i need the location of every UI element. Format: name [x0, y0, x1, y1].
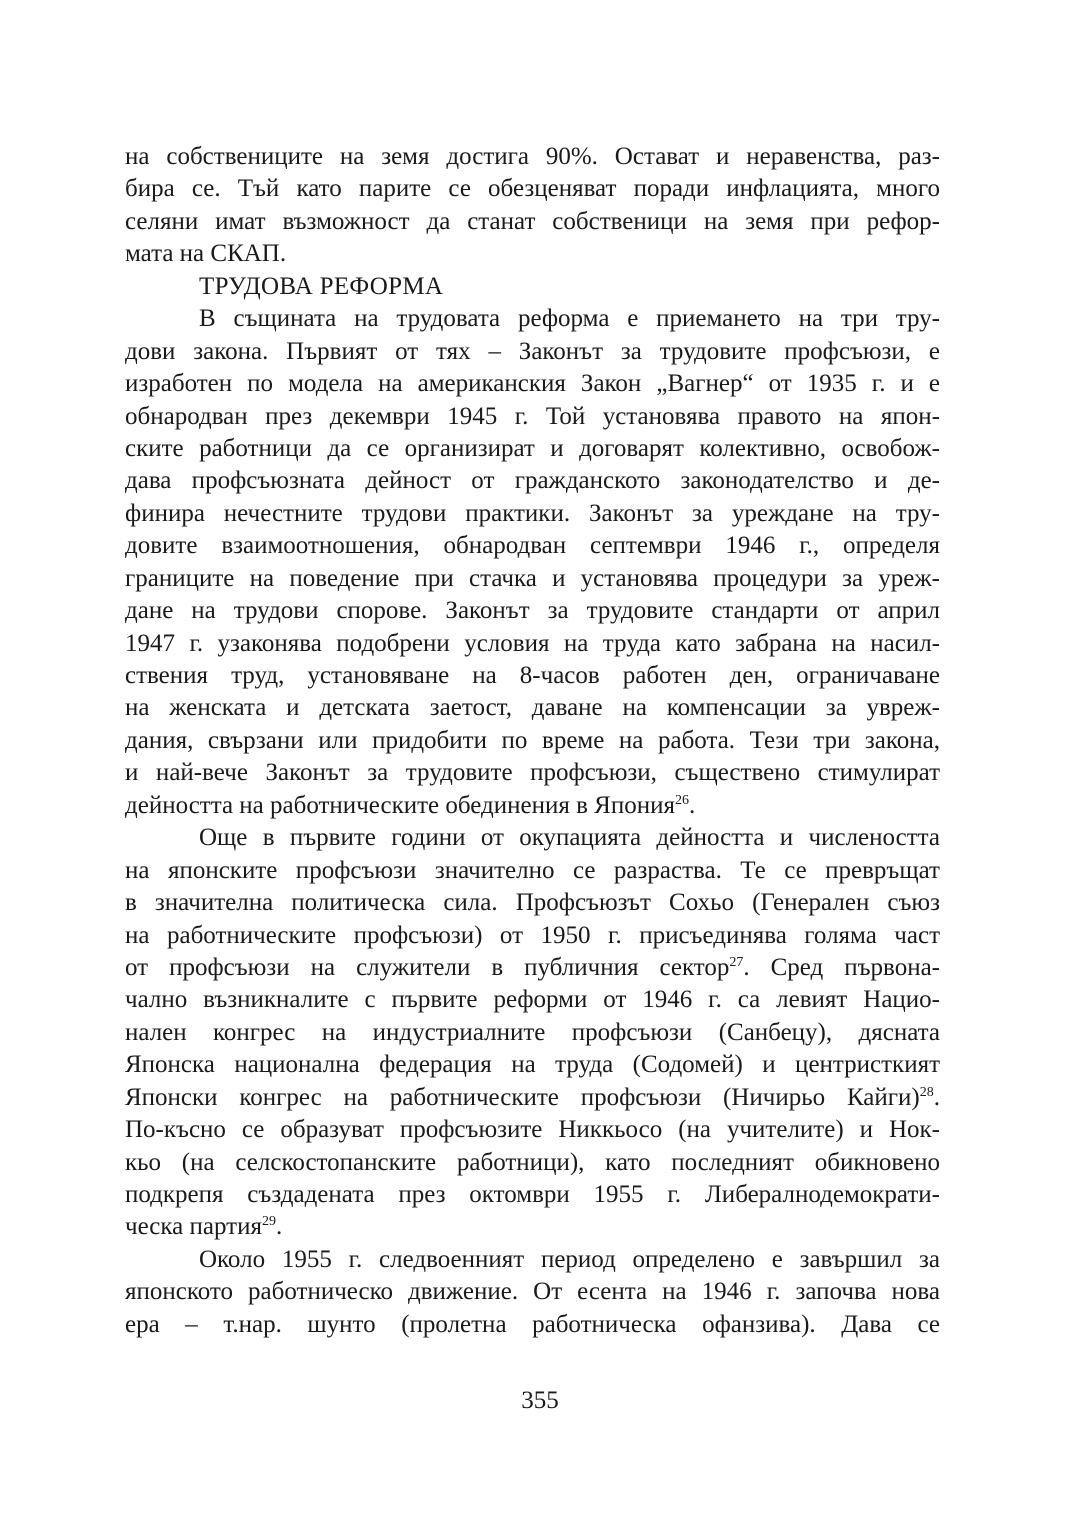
text-line: Около 1955 г. следвоенният период определено е завършил за — [199, 1245, 940, 1273]
text-line: дава профсъюзната дейност от гражданското законодателство и де- — [125, 467, 940, 495]
text-line: ските работници да се организират и договарят колективно, освобож- — [125, 434, 940, 462]
text-line: обнародван през декември 1945 г. Той установява правото на япон- — [125, 402, 940, 430]
text-line: Още в първите години от окупацията дейността и числеността — [199, 824, 940, 852]
text-line: финира нечестните трудови практики. Законът за уреждане на тру- — [125, 499, 940, 527]
text-line: мата на СКАП. — [125, 240, 287, 268]
line-text-end: . — [688, 791, 696, 819]
footnote-ref-26[interactable]: 26 — [674, 792, 689, 808]
text-line: подкрепя създадената през октомври 1955 г. Либералнодемократи- — [125, 1181, 940, 1208]
section-heading: ТРУДОВА РЕФОРМА — [199, 272, 444, 300]
page-number: 355 — [521, 1387, 559, 1414]
text-line: довите взаимоотношения, обнародван септември 1946 г., определя — [125, 532, 940, 560]
text-line: ствения труд, установяване на 8-часов работен ден, ограничаване — [125, 662, 940, 689]
footnote-ref-29[interactable]: 29 — [261, 1214, 276, 1230]
text-line: По-късно се образуват профсъюзите Никкьосо (на учителите) и Нок- — [125, 1116, 940, 1144]
line-text-end: . Сред първона- — [743, 953, 940, 981]
text-line: ера – т.нар. шунто (пролетна работническа офанзива). Дава се — [125, 1310, 940, 1338]
line-text: от профсъюзи на служители в публичния сектор — [125, 953, 730, 981]
text-line: и най-вече Законът за трудовите профсъюзи, съществено стимулират — [125, 759, 940, 787]
text-line: на женската и детската заетост, даване на компенсации за увреж- — [125, 694, 940, 722]
text-line: границите на поведение при стачка и установява процедури за уреж- — [125, 564, 940, 592]
footnote-ref-27[interactable]: 27 — [729, 954, 744, 970]
text-line: на работническите профсъюзи) от 1950 г. присъединява голяма част — [125, 921, 940, 949]
text-line — [125, 1211, 940, 1243]
text-line: на собствениците на земя достига 90%. Остават и неравенства, раз- — [125, 143, 940, 170]
text-line: бира се. Тъй като парите се обезценяват поради инфлацията, много — [125, 175, 940, 203]
text-line: дане на трудови спорове. Законът за трудовите стандарти от април — [125, 597, 940, 625]
text-line: нален конгрес на индустриалните профсъюзи (Санбецу), дясната — [125, 1018, 940, 1046]
text-line: дания, свързани или придобити по време на работа. Тези три закона, — [125, 726, 940, 754]
text-line: в значителна политическа сила. Профсъюзът Сохьо (Генерален съюз — [125, 889, 940, 917]
text-line: Японска национална федерация на труда (Содомей) и центристкият — [125, 1051, 940, 1079]
line-text-end: . — [275, 1213, 283, 1241]
text-line: 1947 г. узаконява подобрени условия на труда като забрана на насил- — [125, 629, 940, 657]
line-text: дейността на работническите обединения в Япония — [125, 791, 675, 819]
text-line: В същината на трудовата реформа е приемането на три тру- — [199, 305, 940, 333]
text-line: изработен по модела на американския Закон „Вагнер“ от 1935 г. и е — [125, 370, 940, 398]
text-line — [125, 952, 940, 984]
text-line: на японските профсъюзи значително се разраства. Те се превръщат — [125, 856, 940, 884]
text-line — [125, 1082, 940, 1114]
line-text: ческа партия — [125, 1213, 262, 1241]
text-line: чално възникналите с първите реформи от 1946 г. са левият Нацио- — [125, 986, 940, 1014]
body-text — [125, 141, 940, 1341]
footnote-ref-28[interactable]: 28 — [919, 1084, 934, 1100]
line-text-end: . — [933, 1083, 940, 1111]
text-line — [125, 790, 940, 822]
line-text: Японски конгрес на работническите профсъюзи (Ничирьо Кайги) — [125, 1083, 920, 1111]
text-line: дови закона. Първият от тях – Законът за трудовите профсъюзи, е — [125, 337, 940, 365]
text-line: кьо (на селскостопанските работници), като последният обикновено — [125, 1148, 940, 1176]
text-line: селяни имат възможност да станат собственици на земя при рефор- — [125, 207, 940, 235]
text-line: японското работническо движение. От есента на 1946 г. започва нова — [125, 1278, 940, 1306]
